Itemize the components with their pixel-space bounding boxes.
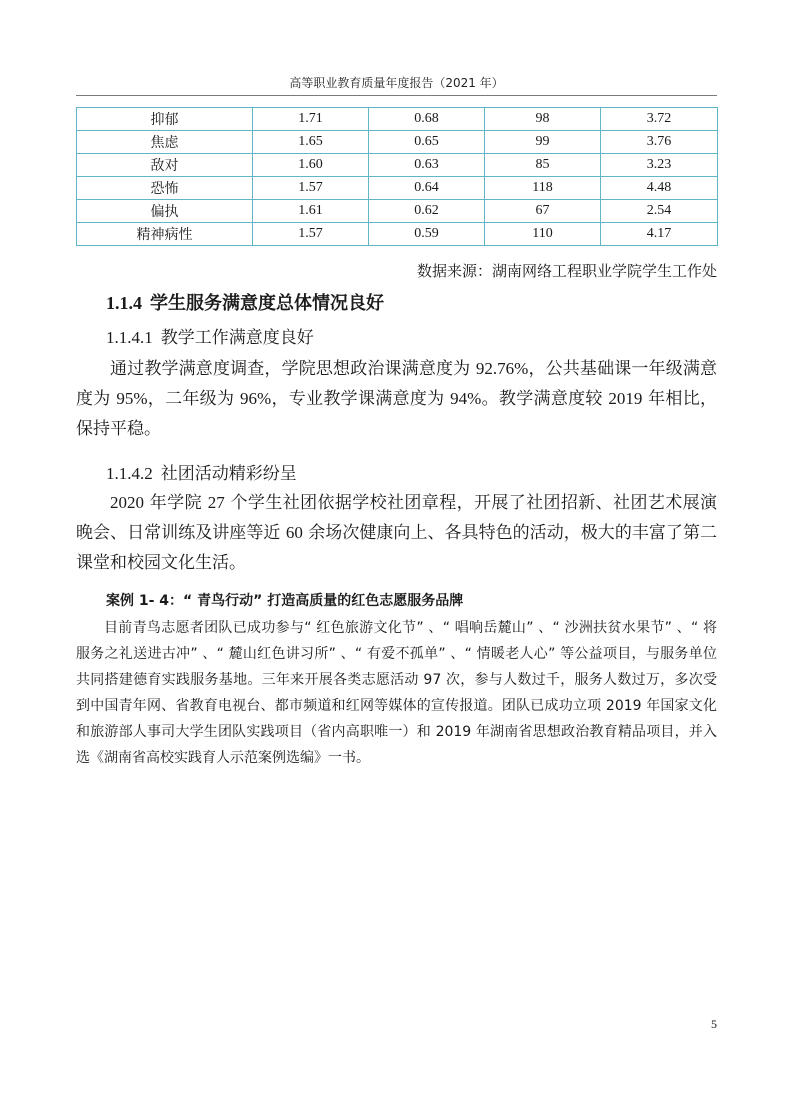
teaching-satisfaction-paragraph: 通过教学满意度调查，学院思想政治课满意度为 92.76%，公共基础课一年级满意度为 95%，二年级为 96%，专业教学课满意度为 94%。教学满意度较 2019 年相比，保持平稳。 xyxy=(76,359,718,439)
table-cell: 0.62 xyxy=(369,200,485,223)
table-row xyxy=(77,223,718,246)
club-activities-paragraph: 2020 年学院 27 个学生社团依据学校社团章程，开展了社团招新、社团艺术展演晚会、日常训练及讲座等近 60 余场次健康向上、各具特色的活动，极大的丰富了第二课堂和校园文化生活。 xyxy=(76,493,718,573)
table-cell: 0.59 xyxy=(369,223,485,246)
subsection-heading-1 xyxy=(106,323,314,348)
table-cell: 1.60 xyxy=(253,154,369,177)
table-row xyxy=(77,177,718,200)
table-row xyxy=(77,154,718,177)
table-cell: 0.64 xyxy=(369,177,485,200)
table-cell: 精神病性 xyxy=(77,223,253,246)
subsection-title: 社团活动精彩纷呈 xyxy=(160,464,297,484)
table-cell: 1.61 xyxy=(253,200,369,223)
data-source: 数据来源：湖南网络工程职业学院学生工作处 xyxy=(416,262,717,280)
table-cell: 110 xyxy=(485,223,601,246)
table-cell: 1.57 xyxy=(253,223,369,246)
table-cell: 85 xyxy=(485,154,601,177)
table-cell: 1.57 xyxy=(253,177,369,200)
header-divider xyxy=(76,95,717,96)
table-cell: 4.17 xyxy=(601,223,718,246)
section-heading xyxy=(106,289,384,315)
table-cell: 0.65 xyxy=(369,131,485,154)
table-cell: 抑郁 xyxy=(77,108,253,131)
table-row xyxy=(77,108,718,131)
table-cell: 3.23 xyxy=(601,154,718,177)
table-cell: 3.72 xyxy=(601,108,718,131)
table-row xyxy=(77,131,718,154)
subsection-title: 教学工作满意度良好 xyxy=(160,328,314,348)
section-title: 学生服务满意度总体情况良好 xyxy=(150,293,384,314)
subsection-number: 1.1.4.2 xyxy=(106,464,153,483)
page-header: 高等职业教育质量年度报告（2021 年） xyxy=(289,76,504,90)
table-cell: 67 xyxy=(485,200,601,223)
table-cell: 敌对 xyxy=(77,154,253,177)
table-cell: 4.48 xyxy=(601,177,718,200)
case-title: 案例 1- 4：“ 青鸟行动” 打造高质量的红色志愿服务品牌 xyxy=(106,593,464,609)
table-cell: 0.68 xyxy=(369,108,485,131)
page-number: 5 xyxy=(711,1017,717,1031)
subsection-heading-2 xyxy=(106,459,297,484)
section-number: 1.1.4 xyxy=(106,293,142,313)
table-cell: 118 xyxy=(485,177,601,200)
table-cell: 99 xyxy=(485,131,601,154)
table-cell: 0.63 xyxy=(369,154,485,177)
symptom-table xyxy=(76,107,718,246)
table-cell: 98 xyxy=(485,108,601,131)
table-cell: 焦虑 xyxy=(77,131,253,154)
table-row xyxy=(77,200,718,223)
table-cell: 1.65 xyxy=(253,131,369,154)
table-cell: 2.54 xyxy=(601,200,718,223)
case-body: 目前青鸟志愿者团队已成功参与“ 红色旅游文化节” 、“ 唱响岳麓山” 、“ 沙洲扶贫水果节” 、“ 将服务之礼送进古冲” 、“ 麓山红色讲习所” 、“ 有爱不孤单” 、“ 情暖老人心” 等公益项目，与服务单位共同搭建德育实践服务基地。三年来开展各类志愿活动 97 次，参与人数过千，服务人数过万，多次受到中国青年网、省教育电视台、都市频道和红网等媒体的宣传报道。团队已成功立项 2019 年国家文化和旅游部人事司大学生团队实践项目（省内高职唯一）和 2019 年湖南省思想政治教育精品项目，并入选《湖南省高校实践育人示范案例选编》一书。 xyxy=(76,620,717,766)
table-cell: 3.76 xyxy=(601,131,718,154)
subsection-number: 1.1.4.1 xyxy=(106,328,153,347)
table-cell: 偏执 xyxy=(77,200,253,223)
table-cell: 1.71 xyxy=(253,108,369,131)
table-cell: 恐怖 xyxy=(77,177,253,200)
